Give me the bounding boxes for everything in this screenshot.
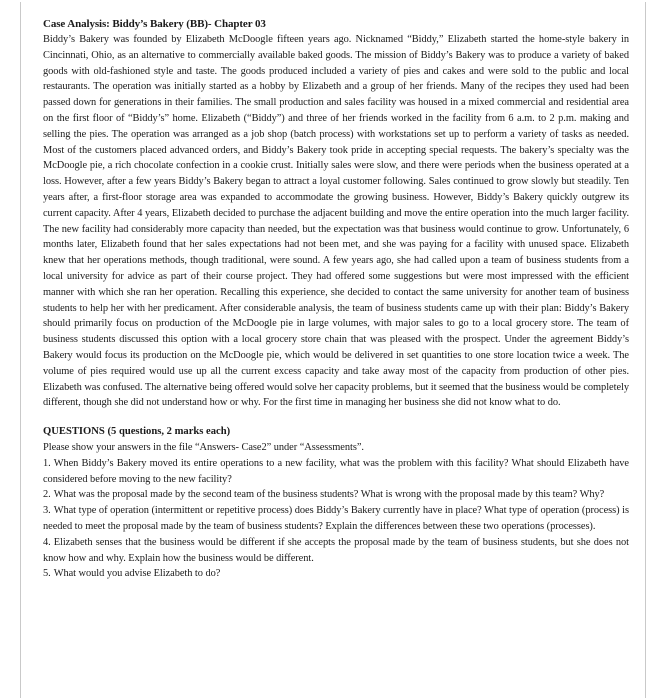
- question-number: 5.: [43, 568, 51, 580]
- case-title: Case Analysis: Biddy’s Bakery (BB)- Chapter 03: [43, 18, 266, 30]
- question-item-1: [43, 456, 629, 488]
- question-item-4: [43, 535, 629, 567]
- case-body-paragraph: Biddy’s Bakery was founded by Elizabeth McDoogle fifteen years ago. Nicknamed “Biddy,” Elizabeth started the home-style bakery in Cincinnati, Ohio, as an alternative to commercially available baked goods. The mission of Biddy’s Bakery was to produce a variety of baked goods with old-fashioned style and taste. The goods produced included a variety of pies and cakes and were sold to the public and local restaurants. The operation was initially started as a hobby by Elizabeth and a group of her friends. Many of the recipes they used had been passed down for generations in their families. The small production and sales facility was housed in a mixed commercial and residential area on the first floor of “Biddy’s” home. Elizabeth (“Biddy”) and three of her friends worked in the facility from 6 a.m. to 2 p.m. making and selling the pies. The operation was arranged as a job shop (batch process) with workstations set up to perform a variety of tasks as needed. Most of the customers placed advanced orders, and Biddy’s Bakery took pride in accepting special requests. The bakery’s specialty was the McDoogle pie, a rich chocolate confection in a cookie crust. Initially sales were slow, and there were periods when the business operated at a loss. However, after a few years Biddy’s Bakery began to attract a loyal customer following. Sales continued to grow slowly but steadily. Ten years after, a first-floor storage area was expanded to accommodate the growing business. However, Biddy’s Bakery quickly outgrew its current capacity. After 4 years, Elizabeth decided to purchase the adjacent building and move the entire operation into the much larger facility. The new facility had considerably more capacity than needed, but the expectation was that business would continue to grow. Unfortunately, 6 months later, Elizabeth found that her sales expectations had not been met, and she was paying for a facility with unused space. Elizabeth knew that her operations methods, though traditional, were sound. A few years ago, she had called upon a team of business students from a local university for advice as part of their course project. They had offered some suggestions but were most impressed with the efficient manner with which she ran her operation. Recalling this experience, she decided to contact the same university for another team of business students to help her with her predicament. After considerable analysis, the team of business students came up with their plan: Biddy’s Bakery should primarily focus on production of the McDoogle pie in large volumes, with major sales to go to a local grocery store. The team of business students discussed this option with a local grocery store chain that was pleased with the prospect. Under the agreement Biddy’s Bakery would focus its production on the McDoogle pie, which would be delivered in set quantities to one store location twice a week. The volume of pies required would use up all the current excess capacity and take away most of the capacity from production of other pies. Elizabeth was confused. The alternative being offered would solve her capacity problems, but it seemed that the business would be completely different, though she did not understand how or why. For the first time in managing her business she did not know what to do.: [43, 34, 629, 409]
- question-number: 3.: [43, 505, 51, 517]
- questions-heading: QUESTIONS (5 questions, 2 marks each): [43, 426, 231, 438]
- question-text: What was the proposal made by the second team of the business students? What is wrong with the proposal made by this team? Why?: [53, 489, 605, 501]
- question-text: What would you advise Elizabeth to do?: [53, 568, 221, 580]
- questions-instruction: Please show your answers in the file “Answers- Case2” under “Assessments”.: [43, 441, 364, 453]
- question-item-2: [43, 487, 629, 503]
- question-number: 4.: [43, 536, 51, 548]
- question-text: What type of operation (intermittent or repetitive process) does Biddy’s Bakery currently have in place? What type of operation (process) is needed to meet the proposal made by the team of business students? Explain the differences between these two operations (processes).: [43, 505, 629, 532]
- question-number: 1.: [43, 457, 51, 469]
- question-text: When Biddy’s Bakery moved its entire operations to a new facility, what was the problem with this facility? What should Elizabeth have considered before moving to the new facility?: [43, 457, 629, 485]
- question-item-5: [43, 566, 629, 582]
- question-number: 2.: [43, 489, 51, 501]
- document-content: [43, 16, 629, 582]
- document-page: [20, 2, 646, 698]
- question-item-3: [43, 503, 629, 535]
- question-text: Elizabeth senses that the business would be different if she accepts the proposal made by the team of business students, but she does not know how and why. Explain how the business would be different.: [43, 536, 629, 564]
- questions-section: [43, 424, 629, 582]
